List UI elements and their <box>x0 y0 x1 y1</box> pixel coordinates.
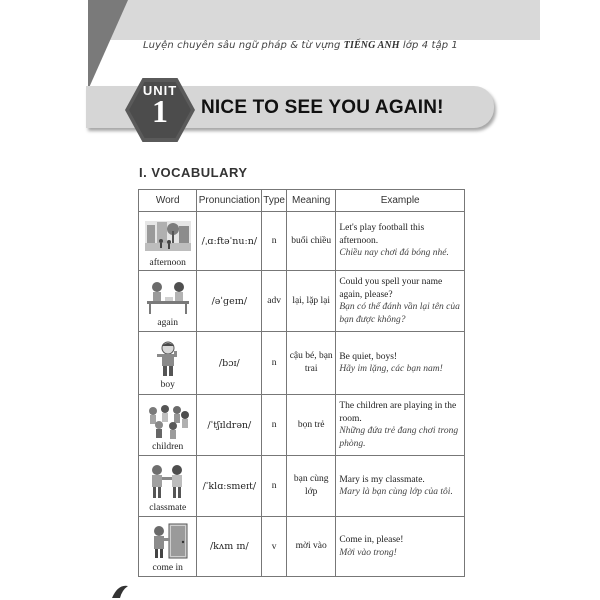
type-cell: n <box>262 332 287 395</box>
example-cell <box>336 395 465 456</box>
example-vietnamese: Bạn có thể đánh vần lại tên của bạn được không? <box>339 302 460 325</box>
header-type: Type <box>262 190 287 212</box>
meaning-cell: mời vào <box>287 517 336 577</box>
example-vietnamese: Mary là bạn cùng lớp của tôi. <box>339 487 453 497</box>
type-cell: n <box>262 456 287 517</box>
type-cell: v <box>262 517 287 577</box>
pronunciation-cell: /əˈɡeɪn/ <box>197 271 262 332</box>
vocabulary-table <box>138 189 465 577</box>
word-label: boy <box>160 379 175 390</box>
type-cell: adv <box>262 271 287 332</box>
example-vietnamese: Chiều nay chơi đá bóng nhé. <box>339 248 449 259</box>
word-cell <box>139 517 197 577</box>
word-label: come in <box>152 563 183 573</box>
example-cell <box>336 456 465 517</box>
example-english: Let's play football this afternoon. <box>339 223 425 246</box>
book-subtitle <box>143 40 458 51</box>
table-row <box>139 271 465 332</box>
table-row <box>139 395 465 456</box>
park-scene-icon <box>143 217 193 257</box>
boy-icon <box>143 339 193 379</box>
header-diagonal <box>88 0 128 90</box>
header-example: Example <box>336 190 465 212</box>
kids-desk-icon <box>143 277 193 317</box>
example-english: Mary is my classmate. <box>339 474 425 485</box>
table-row <box>139 212 465 271</box>
subtitle-bold: TIẾNG ANH <box>343 40 400 51</box>
word-cell <box>139 212 197 271</box>
section-title: I. VOCABULARY <box>139 165 248 180</box>
example-vietnamese: Hãy im lặng, các bạn nam! <box>339 364 443 374</box>
example-english: Could you spell your name again, please? <box>339 277 443 300</box>
footer-decoration-icon <box>110 580 132 600</box>
pronunciation-cell: /kʌm ɪn/ <box>197 517 262 577</box>
example-english: The children are playing in the room. <box>339 401 457 424</box>
pronunciation-cell: /ˈklɑːsmeɪt/ <box>197 456 262 517</box>
example-vietnamese: Mời vào trong! <box>339 547 397 558</box>
table-header-row <box>139 190 465 212</box>
children-group-icon <box>143 401 193 441</box>
meaning-cell: bọn trẻ <box>287 395 336 456</box>
word-cell <box>139 456 197 517</box>
pronunciation-cell: /bɔɪ/ <box>197 332 262 395</box>
word-label: again <box>157 317 178 328</box>
example-english: Come in, please! <box>339 535 404 545</box>
header-word: Word <box>139 190 197 212</box>
word-cell <box>139 395 197 456</box>
example-cell <box>336 517 465 577</box>
example-cell <box>336 212 465 271</box>
example-vietnamese: Những đứa trẻ đang chơi trong phòng. <box>339 426 459 449</box>
subtitle-suffix: lớp 4 tập 1 <box>402 40 458 51</box>
header-meaning: Meaning <box>287 190 336 212</box>
word-cell <box>139 332 197 395</box>
word-label: afternoon <box>149 257 186 268</box>
classmates-icon <box>143 462 193 502</box>
pronunciation-cell: /ˈtʃɪldrən/ <box>197 395 262 456</box>
example-english: Be quiet, boys! <box>339 351 398 362</box>
table-row <box>139 332 465 395</box>
door-person-icon <box>143 522 193 562</box>
word-label: children <box>152 441 184 452</box>
unit-number: 1 <box>152 93 168 129</box>
type-cell: n <box>262 395 287 456</box>
table-row <box>139 456 465 517</box>
meaning-cell: bạn cùng lớp <box>287 456 336 517</box>
example-cell <box>336 271 465 332</box>
meaning-cell: cậu bé, bạn trai <box>287 332 336 395</box>
header-pronunciation: Pronunciation <box>197 190 262 212</box>
example-cell <box>336 332 465 395</box>
meaning-cell: lại, lặp lại <box>287 271 336 332</box>
header-band <box>88 0 540 40</box>
unit-label: UNIT <box>142 83 178 98</box>
word-label: classmate <box>149 502 187 513</box>
subtitle-prefix: Luyện chuyên sâu ngữ pháp & từ vựng <box>143 40 341 51</box>
meaning-cell: buổi chiều <box>287 212 336 271</box>
unit-title: NICE TO SEE YOU AGAIN! <box>201 97 444 118</box>
type-cell: n <box>262 212 287 271</box>
pronunciation-cell: /ˌɑːftəˈnuːn/ <box>197 212 262 271</box>
word-cell <box>139 271 197 332</box>
table-row <box>139 517 465 577</box>
